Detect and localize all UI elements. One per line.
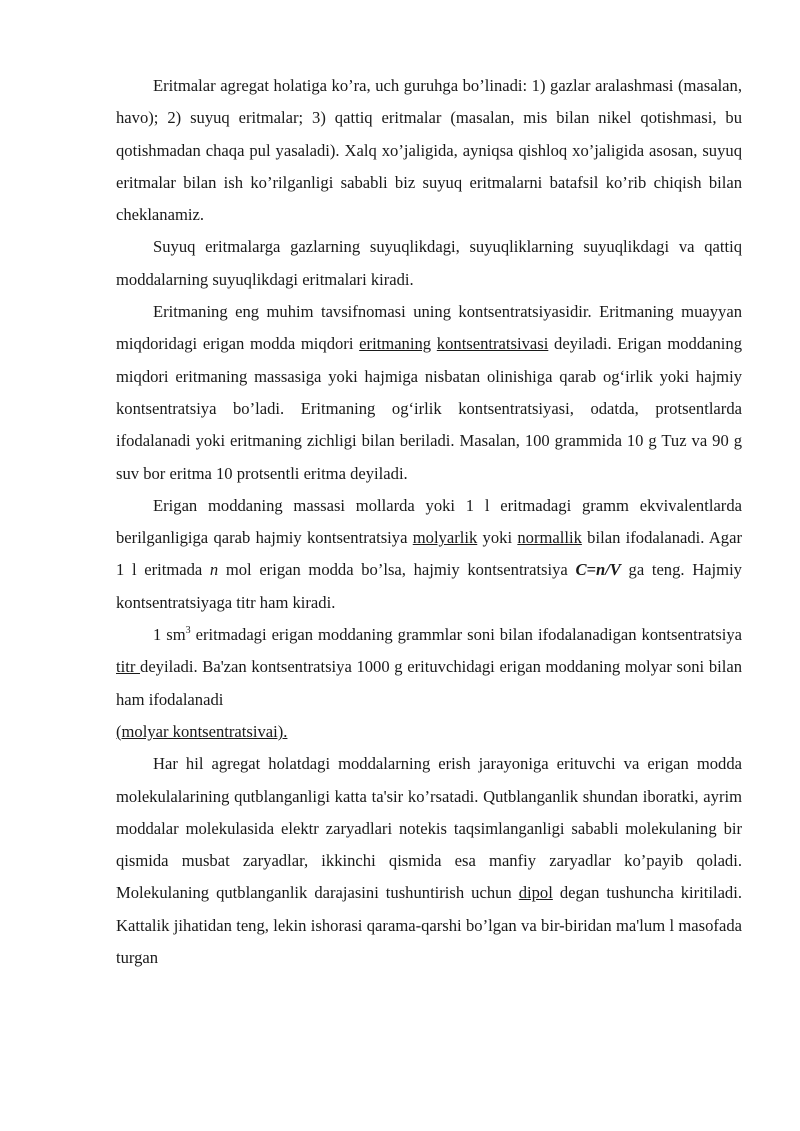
paragraph-concentration [116, 296, 742, 490]
paragraph-solution-types: Eritmalar agregat holatiga ko’ra, uch guruhga bo’linadi: 1) gazlar aralashmasi (masalan, havo); 2) suyuq eritmalar; 3) qattiq eritmalar (masalan, mis bilan nikel qotishmasi, bu qotishmadan chaqa pul yasaladi). Xalq xo’jaligida, ayniqsa qishloq xo’jaligida asosan, suyuq eritmalar bilan ish ko’rilganligi sababli biz suyuq eritmalarni batafsil ko’rib chiqish bilan cheklanamiz. [116, 76, 742, 225]
link-kontsentratsivasi[interactable]: kontsentratsivasi [436, 334, 549, 354]
link-molyarlik[interactable]: molyarlik [412, 528, 478, 548]
text-run: bilan ifodalanadi. Agar 1 l eritmada [116, 528, 742, 580]
paragraph-molarity [116, 490, 742, 619]
text-run: mol erigan modda bo’lsa, hajmiy kontsentratsiya [218, 560, 576, 580]
link-molyar-kontsentratsivai[interactable]: (molyar kontsentratsivai). [116, 721, 288, 741]
text-run: deyiladi. Erigan moddaning miqdori eritmaning massasiga yoki hajmiga nisbatan olinishiga qarab og‘irlik yoki hajmiy kontsentratsiya bo’ladi. Eritmaning og‘irlik kontsentratsiyasi, odatda, protsentlarda ifodalanadi yoki eritmaning zichligi bilan beriladi. Masalan, 100 grammida 10 g Tuz va 90 g suv bor eritma 10 protsentli eritma deyiladi. [116, 334, 742, 483]
text-run: deyiladi. Ba'zan kontsentratsiya 1000 g erituvchidagi erigan moddaning molyar soni bilan ham ifodalanadi [116, 657, 742, 709]
text-run: eritmadagi erigan moddaning grammlar soni bilan ifodalanadigan kontsentratsiya [190, 625, 743, 645]
text-run: Har hil agregat holatdagi moddalarning erish jarayoniga erituvchi va erigan modda molekulalarining qutblanganligi katta ta'sir ko’rsatadi. Qutblanganlik shundan iboratki, ayrim moddalar molekulasida elektr zaryadlari notekis taqsimlanganligi sababli molekulaning bir qismida musbat zaryadlar, ikkinchi qismida esa manfiy zaryadlar ko’payib qoladi. Molekulaning qutblanganlik darajasini tushuntirish uchun [116, 754, 742, 903]
text-run: yoki [477, 528, 518, 548]
text-run: ga teng. Hajmiy kontsentratsiyaga titr ham kiradi. [116, 560, 742, 612]
link-dipol[interactable]: dipol [518, 883, 553, 903]
formula-c-equals-n-over-v: C=n/V [575, 560, 621, 580]
paragraph-polarity [116, 748, 742, 974]
text-run: 1 sm [153, 625, 186, 645]
superscript: 3 [185, 625, 191, 637]
link-eritmaning[interactable]: eritmaning [359, 334, 432, 354]
variable-n: n [209, 560, 219, 580]
text-run: degan tushuncha kiritiladi. Kattalik jihatidan teng, lekin ishorasi qarama-qarshi bo’lgan va bir-biridan ma'lum l masofada turgan [116, 883, 742, 968]
document-page [116, 70, 742, 974]
link-titr[interactable]: titr [116, 657, 141, 677]
paragraph-titer [116, 619, 742, 716]
text-run: Eritmaning eng muhim tavsifnomasi uning kontsentratsiyasidir. Eritmaning muayyan miqdoridagi erigan modda miqdori [116, 302, 742, 354]
link-normallik[interactable]: normallik [517, 528, 582, 548]
paragraph-liquid-solutions: Suyuq eritmalarga gazlarning suyuqlikdagi, suyuqliklarning suyuqlikdagi va qattiq moddalarning suyuqlikdagi eritmalari kiradi. [116, 237, 742, 289]
text-run: Erigan moddaning massasi mollarda yoki 1 l eritmadagi gramm ekvivalentlarda berilganligiga qarab hajmiy kontsentratsiya [116, 495, 742, 548]
